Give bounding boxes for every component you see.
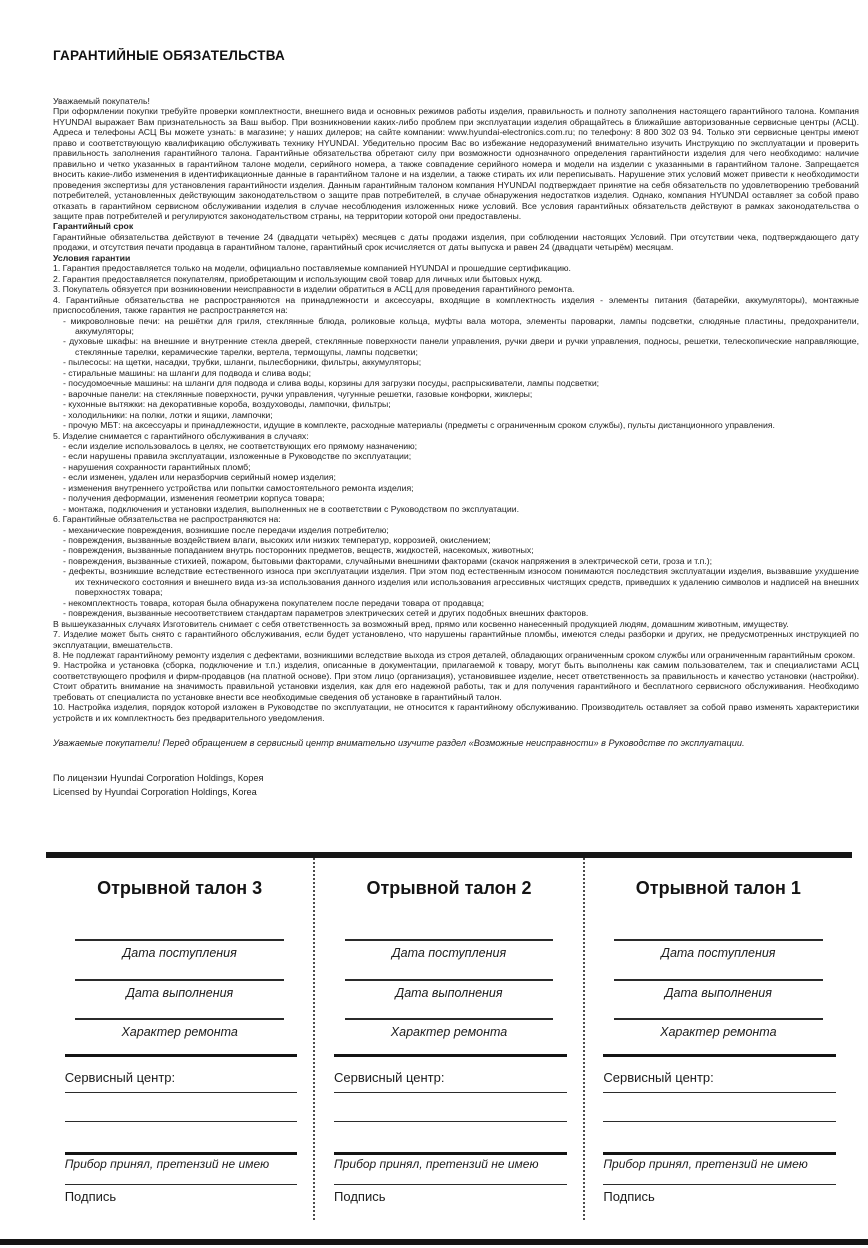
- signature-line: [65, 1184, 298, 1185]
- license-line-ru: По лицензии Hyundai Corporation Holdings, Корея: [53, 773, 264, 784]
- condition-item: - если изменен, удален или неразборчив серийный номер изделия;: [63, 472, 336, 483]
- page-bottom-rule: [0, 1239, 868, 1245]
- salutation: Уважаемый покупатель!: [53, 96, 150, 106]
- warranty-period-text: Гарантийные обязательства действуют в течение 24 (двадцати четырёх) месяцев с даты продажи изделия, при соблюдении настоящих Условий. При отсутствии чека, подтверждающего дату продажи, и отсутствия печати продавца в гарантийном талоне, гарантийный срок исчисляется от даты выпуска и равен 24 (двадцати четырём) месяцам.: [53, 231, 859, 253]
- acceptance-label: Прибор принял, претензий не имею: [334, 1157, 539, 1171]
- condition-item: - микроволновые печи: на решётки для гриля, стеклянные блюда, роликовые кольца, муфты вала мотора, элементы пароварки, лампы подсветки, слюдяные пластины, предохранители, аккумуляторы;: [63, 315, 859, 336]
- field-date-completed: [614, 979, 823, 1000]
- condition-item: - прочую МБТ: на аксессуары и принадлежности, идущие в комплекте, расходные материалы (предметы с ограниченным сроком службы), пульты дистанционного управления.: [63, 420, 775, 431]
- service-center-top-rule: [65, 1054, 298, 1057]
- field-date-completed: [75, 979, 284, 1000]
- condition-item: - некомплектность товара, которая была обнаружена покупателем после передачи товара от продавца;: [63, 597, 485, 608]
- signature-label: Подпись: [603, 1189, 655, 1204]
- license-line-en: Licensed by Hyundai Corporation Holdings, Korea: [53, 787, 257, 798]
- acceptance-rule: [334, 1152, 567, 1155]
- field-date-received: [75, 939, 284, 960]
- acceptance-rule: [603, 1152, 836, 1155]
- field-label: Характер ремонта: [121, 1025, 238, 1039]
- acceptance-label: Прибор принял, претензий не имею: [603, 1157, 808, 1171]
- condition-item: 5. Изделие снимается с гарантийного обслуживания в случаях:: [53, 430, 309, 441]
- service-center-label: Сервисный центр:: [334, 1070, 445, 1085]
- service-center-line-2: [65, 1121, 298, 1122]
- signature-label: Подпись: [334, 1189, 386, 1204]
- field-repair-type: [75, 1018, 284, 1039]
- service-center-top-rule: [334, 1054, 567, 1057]
- coupon-title: Отрывной талон 3: [97, 878, 263, 898]
- condition-item: - варочные панели: на стеклянные поверхности, ручки управления, чугунные решетки, газовые конфорки, жиклеры;: [63, 388, 533, 399]
- condition-item: - посудомоечные машины: на шланги для подвода и слива воды, корзины для загрузки посуды, распрыскиватели, лампы подсветки;: [63, 378, 600, 389]
- condition-item: - повреждения, вызванные попаданием внутрь посторонних предметов, веществ, жидкостей, насекомых, животных;: [63, 545, 534, 556]
- condition-item: - повреждения, вызванные воздействием влаги, высоких или низких температур, коррозией, окислением;: [63, 535, 491, 546]
- service-center-line-1: [65, 1092, 298, 1093]
- condition-item: - нарушения сохранности гарантийных пломб;: [63, 461, 251, 472]
- field-label: Характер ремонта: [390, 1025, 508, 1039]
- field-label: Дата поступления: [661, 946, 776, 960]
- condition-item: 7. Изделие может быть снято с гарантийного обслуживания, если будет установлено, что нарушены гарантийные пломбы, имеются следы разборки и других, не предусмотренных инструкцией по эксплуатации, вмешательств.: [53, 629, 859, 650]
- coupon-3: [46, 858, 313, 1220]
- condition-item: - духовые шкафы: на внешние и внутренние стекла дверей, стеклянные поверхности панели управления, ручки двери и ручки управления, подносы, решетки, телескопические направляющие, стеклянные тарелки, керамические тарелки, вертела, термощупы, лампы подсветки;: [63, 336, 859, 357]
- condition-item: 9. Настройка и установка (сборка, подключение и т.п.) изделия, описанные в документации, прилагаемой к товару, могут быть выполнены как самим пользователем, так и специалистами АСЦ соответствующего профиля и фирм-продавцов (на платной основе). При этом лицо (организация), установившее изделие, несет ответственность за правильность и качество установки (настройки). Стоит обратить внимание на значимость правильной установки изделия, как для его надежной работы, так и для получения гарантийного и бесплатного сервисного обслуживания. Необходимо требовать от специалиста по установке внести все необходимые сведения об установке в гарантийный талон.: [53, 660, 859, 702]
- field-label: Дата выполнения: [126, 986, 234, 1000]
- condition-item: 1. Гарантия предоставляется только на модели, официально поставляемые компанией HYUNDAI и прошедшие сертификацию.: [53, 263, 571, 274]
- service-center-line-1: [334, 1092, 567, 1093]
- field-date-received: [614, 939, 823, 960]
- condition-item: 10. Настройка изделия, порядок которой изложен в Руководстве по эксплуатации, не относится к гарантийному обслуживанию. Производитель оставляет за собой право изменять характеристики устройств и их комплектность без предварительного уведомления.: [53, 702, 859, 723]
- condition-item: - если изделие использовалось в целях, не соответствующих его прямому назначению;: [63, 440, 418, 451]
- acceptance-rule: [65, 1152, 298, 1155]
- condition-item: 3. Покупатель обязуется при возникновении неисправности в изделии обратиться в АСЦ для проведения гарантийного ремонта.: [53, 284, 575, 295]
- condition-item: - получения деформации, изменения геометрии корпуса товара;: [63, 493, 325, 504]
- field-label: Характер ремонта: [660, 1025, 777, 1039]
- condition-item: - изменения внутреннего устройства или попытки самостоятельного ремонта изделия;: [63, 482, 414, 493]
- service-center-line-2: [603, 1121, 836, 1122]
- condition-item: - пылесосы: на щетки, насадки, трубки, шланги, пылесборники, фильтры, аккумуляторы;: [63, 357, 422, 368]
- warranty-period-heading: Гарантийный срок: [53, 221, 134, 232]
- condition-item: - повреждения, вызванные несоответствием стандартам параметров электрических сетей и других подобных внешних факторов.: [63, 608, 589, 619]
- coupon-title: Отрывной талон 1: [635, 878, 801, 898]
- coupon-columns: [46, 858, 852, 1220]
- condition-item: - дефекты, возникшие вследствие естественного износа при эксплуатации изделия. При этом под естественным износом понимаются последствия эксплуатации изделия, вызвавшие ухудшение их технического состояния и внешнего вида из-за использования данного изделия или использования агрессивных чистящих средств, приведших к удалению символов и надписей на внешних поверхностях товара;: [63, 566, 859, 598]
- condition-item: - холодильники: на полки, лотки и ящики, лампочки;: [63, 409, 273, 420]
- condition-item: - монтажа, подключения и установки изделия, выполненных не в соответствии с Руководством по эксплуатации.: [63, 503, 519, 514]
- conditions-heading: Условия гарантии: [53, 252, 131, 263]
- field-date-completed: [345, 979, 554, 1000]
- field-repair-type: [345, 1018, 554, 1039]
- signature-label: Подпись: [64, 1189, 117, 1204]
- condition-item: - повреждения, вызванные стихией, пожаром, бытовыми факторами, случайными внешними факторами (скачок напряжения в электрической сети, гроза и т.п.);: [63, 555, 713, 566]
- service-center-top-rule: [603, 1054, 836, 1057]
- coupon-title: Отрывной талон 2: [366, 878, 532, 898]
- page-title: ГАРАНТИЙНЫЕ ОБЯЗАТЕЛЬСТВА: [53, 48, 285, 63]
- field-label: Дата поступления: [122, 946, 237, 960]
- service-center-line-2: [334, 1121, 567, 1122]
- field-label: Дата выполнения: [395, 986, 503, 1000]
- signature-line: [334, 1184, 567, 1185]
- field-repair-type: [614, 1018, 823, 1039]
- condition-item: 2. Гарантия предоставляется покупателям, приобретающим и использующим свой товар для личных или бытовых нужд.: [53, 273, 543, 284]
- condition-item: 8. Не подлежат гарантийному ремонту изделия с дефектами, возникшими вследствие выхода из строя деталей, обладающих ограниченным сроком службы или ограниченным гарантийным сроком.: [53, 650, 856, 661]
- condition-item: В вышеуказанных случаях Изготовитель снимает с себя ответственность за возможный вред, прямо или косвенно нанесенный продукцией людям, домашним животным, имуществу.: [53, 618, 789, 629]
- condition-item: - если нарушены правила эксплуатации, изложенные в Руководстве по эксплуатации;: [63, 451, 412, 462]
- conditions-list: [53, 263, 859, 723]
- tear-off-coupons-section: [46, 852, 852, 1220]
- service-center-label: Сервисный центр:: [603, 1070, 714, 1085]
- warranty-text-section: [53, 48, 859, 848]
- acceptance-label: Прибор принял, претензий не имею: [64, 1157, 270, 1171]
- signature-line: [603, 1184, 836, 1185]
- intro-paragraph: При оформлении покупки требуйте проверки комплектности, внешнего вида и основных режимов работы изделия, правильность и полноту заполнения настоящего гарантийного талона. Компания HYUNDAI выражает Вам признательность за Ваш выбор. При возникновении каких-либо проблем при эксплуатации изделия обращайтесь в ближайшие авторизованные сервисные центры (АСЦ). Адреса и телефоны АСЦ Вы можете узнать: в магазине; у наших дилеров; на сайте компании: www.hyundai-electronics.com.ru; по телефону: 8 800 302 03 94. Только эти сервисные центры имеют право и соответствующую квалификацию обслуживать технику HYUNDAI. Убедительно просим Вас во избежание недоразумений внимательно изучить Инструкцию по эксплуатации и проверить правильность заполнения гарантийного талона. Гарантийные обязательства обретают силу при возможности однозначного определения гарантийности изделия для чего необходимо: наличие правильно и четко указанных в гарантийном талоне модели, серийного номера, а также совпадение серийного номера и модели на изделии с указанными в гарантийном талоне. Запрещается вносить какие-либо изменения в идентификационные данные в гарантийном талоне и на изделии, а также стирать их или переписывать. Нарушение этих условий может привести к необходимости проведения экспертизы для установления гарантийности изделия. Данным гарантийным талоном компания HYUNDAI подтверждает принятие на себя обязательств по удовлетворению требований потребителей, установленных действующим законодательством о защите прав потребителей, в случае обнаружения недостатков изделия. Однако, компания HYUNDAI оставляет за собой право отказать в гарантийном сервисном обслуживании изделия в случае несоблюдения изложенных ниже условий. Все условия гарантийных обязательств действуют в рамках законодательства о защите прав потребителей и регулируются законодательством страны, на территории которой они предоставлены.: [53, 106, 859, 221]
- condition-item: 6. Гарантийные обязательства не распространяются на:: [53, 514, 281, 525]
- coupon-2: [313, 858, 582, 1220]
- field-date-received: [345, 939, 554, 960]
- field-label: Дата выполнения: [664, 986, 772, 1000]
- condition-item: 4. Гарантийные обязательства не распространяются на принадлежности и аксессуары, входящие в комплектность изделия - элементы питания (батарейки, аккумуляторы), монтажные приспособления, также гарантия не распространяется на:: [53, 294, 859, 316]
- service-center-line-1: [603, 1092, 836, 1093]
- field-label: Дата поступления: [391, 946, 507, 960]
- coupon-1: [583, 858, 852, 1220]
- condition-item: - механические повреждения, возникшие после передачи изделия потребителю;: [63, 524, 389, 535]
- service-center-label: Сервисный центр:: [64, 1070, 176, 1085]
- condition-item: - кухонные вытяжки: на декоративные короба, воздуховоды, лампочки, фильтры;: [63, 399, 391, 410]
- service-center-note: Уважаемые покупатели! Перед обращением в сервисный центр внимательно изучите раздел «Возможные неисправности» в Руководстве по эксплуатации.: [53, 738, 745, 749]
- condition-item: - стиральные машины: на шланги для подвода и слива воды;: [63, 367, 311, 378]
